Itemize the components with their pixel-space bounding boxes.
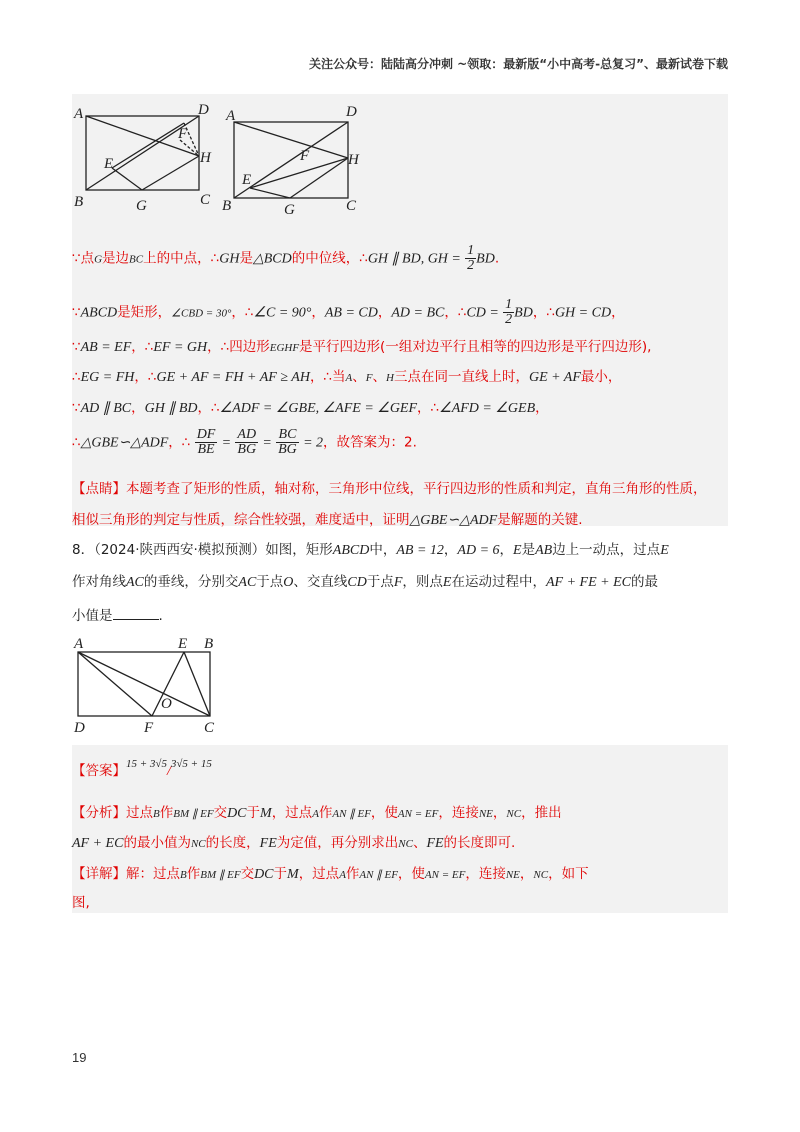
label-C: C (200, 192, 211, 208)
text: ，推出 (521, 805, 562, 821)
math: AF + FE + EC (545, 575, 631, 590)
detail-line-2: 图, (72, 895, 90, 911)
math: NC (190, 838, 206, 850)
solution-line-6 (72, 428, 417, 457)
math: NE (478, 808, 493, 820)
text: 作 (186, 866, 201, 882)
text: 、 (352, 369, 366, 385)
math: NC (506, 808, 522, 820)
text: ，∴ (444, 304, 467, 321)
numerator: AD (237, 427, 257, 442)
math: = (262, 435, 272, 451)
math: AB = CD (324, 305, 378, 321)
label-O: O (161, 696, 172, 712)
solution-line-2 (72, 298, 625, 327)
math: ∠CBD = 30° (171, 307, 232, 320)
numerator: DF (196, 427, 216, 442)
text: ， (131, 400, 145, 416)
figure-rectangle-2 (220, 102, 370, 218)
label-C: C (346, 198, 357, 214)
solution-line-4 (72, 365, 621, 386)
text: 的长度即可. (443, 835, 516, 851)
text: ，∴ (417, 400, 440, 416)
math: ∠C = 90° (253, 305, 312, 321)
text: 是解题的关键. (497, 512, 583, 528)
math: GE + AF = FH + AF ≥ AH (156, 370, 310, 385)
math: BM ∥ EF (173, 808, 214, 820)
answer-blank[interactable] (113, 607, 159, 620)
text: ，连接 (465, 866, 506, 882)
math: F (393, 575, 403, 590)
analysis-line-1 (72, 801, 562, 822)
text: ，故答案为：2. (323, 434, 417, 451)
numerator: BC (276, 428, 299, 443)
text: 是边 (102, 250, 130, 267)
analysis-line-2 (72, 831, 515, 852)
text: ，使 (397, 866, 425, 882)
text: ，∴ (134, 369, 157, 385)
math: = 2 (303, 435, 324, 451)
text: ， (535, 400, 549, 416)
text: 的长度， (205, 835, 260, 851)
text: ，∴ (197, 400, 220, 416)
math: AB (535, 543, 553, 558)
math: 15 + 3√5 (126, 758, 167, 770)
fraction (276, 428, 299, 457)
text: 作 (159, 805, 174, 821)
fraction (235, 428, 258, 457)
text: ，∴四边形 (207, 339, 270, 355)
math: H (386, 372, 394, 384)
math: NC (533, 869, 549, 881)
math: AD = BC (391, 305, 445, 321)
text: 中， (369, 542, 397, 558)
label-G: G (136, 198, 147, 214)
text: 的中位线，∴ (291, 250, 368, 267)
text: ，过点 (271, 805, 313, 821)
math: A (312, 808, 319, 820)
label-A: A (74, 106, 84, 122)
answer-line (72, 759, 212, 780)
text: 是 (239, 250, 253, 267)
solution-comment-2 (72, 508, 583, 529)
text: ，则点 (402, 574, 443, 590)
denominator: 2 (505, 312, 513, 327)
math: M (287, 867, 299, 882)
solution-line-5 (72, 396, 549, 417)
answer-block (72, 745, 728, 913)
text: ，连接 (438, 805, 479, 821)
math: / (166, 764, 171, 779)
text: 、交直线 (293, 574, 348, 590)
text: ， (611, 304, 625, 321)
text: 交 (240, 866, 255, 882)
math: = (221, 435, 232, 451)
math: DC (227, 806, 247, 821)
text: ∴ (72, 369, 81, 385)
text: 于 (246, 805, 261, 821)
text: ，∴ (131, 339, 154, 355)
fraction (465, 244, 476, 273)
text: ∴ (72, 434, 81, 451)
text: ，∴当 (309, 369, 346, 385)
math: 3√5 + 15 (170, 758, 212, 770)
math: AN ∥ EF (359, 869, 398, 881)
denominator: BE (197, 442, 215, 457)
text: 于 (273, 866, 288, 882)
math: AB = EF (80, 340, 132, 355)
math: M (260, 806, 272, 821)
text: 于点 (366, 574, 394, 590)
math: O (283, 575, 294, 590)
math: FE (426, 836, 444, 851)
text: 在运动过程中， (451, 574, 546, 590)
math: NC (398, 838, 413, 850)
label-B: B (204, 636, 214, 652)
math: GH ∥ BD (144, 401, 198, 416)
math: ∠ADF = ∠GBE, ∠AFE = ∠GEF (219, 401, 418, 416)
math: AF + EC (72, 836, 124, 851)
label-E: E (242, 172, 252, 188)
figure-rectangle-3 (70, 632, 230, 736)
text: 最小， (580, 369, 622, 385)
math: CD (347, 575, 367, 590)
math: AC (126, 575, 144, 590)
text: ， (499, 542, 514, 558)
numerator: 1 (505, 297, 513, 312)
math: F (365, 372, 373, 384)
text: ， (377, 304, 392, 321)
text: ∵ (72, 304, 81, 321)
text: 是平行四边形(一组对边平行且相等的四边形是平行四边形), (299, 339, 652, 355)
math: B (153, 808, 160, 820)
text: 是 (521, 542, 536, 558)
label-D: D (198, 102, 209, 118)
text: 为定值，再分别求出 (276, 835, 399, 851)
math: G (94, 253, 103, 266)
fraction (195, 428, 218, 457)
text: 相似三角形的判定与性质，综合性较强，难度适中，证明 (72, 512, 410, 528)
denominator: BG (237, 442, 257, 457)
text: ， (443, 542, 458, 558)
text: ， (519, 866, 534, 882)
math: EF = GH (153, 340, 208, 355)
text: 的最小值为 (123, 835, 191, 851)
text: 8．（2024·陕西西安·模拟预测）如图，矩形 (72, 542, 333, 558)
text: 的垂线，分别交 (143, 574, 239, 590)
text: 、 (412, 835, 427, 851)
math: EG = FH (80, 370, 135, 385)
math: BM ∥ EF (200, 869, 241, 881)
text: 三点在同一直线上时， (393, 369, 529, 385)
page-number: 19 (72, 1050, 87, 1065)
math: E (660, 543, 669, 558)
math: DC (254, 867, 274, 882)
math: B (180, 869, 187, 881)
math: △BCD (252, 251, 292, 267)
label-B: B (222, 198, 232, 214)
math: ∠AFD = ∠GEB (439, 401, 536, 416)
text: ，∴ (532, 304, 555, 321)
detail-line-1 (72, 862, 589, 883)
math: AB = 12 (396, 543, 444, 558)
denominator: 2 (467, 258, 475, 273)
text: ，∴ (231, 304, 254, 321)
solution-comment-1: 【点睛】本题考查了矩形的性质，轴对称，三角形中位线，平行四边形的性质和判定，直角三角形的性质， (72, 481, 707, 497)
math: AN = EF (397, 808, 439, 820)
label-E: E (104, 156, 114, 172)
text: 上的中点，∴ (143, 250, 220, 267)
text: 作 (345, 866, 360, 882)
text: 于点 (256, 574, 284, 590)
math: CD = (466, 305, 499, 321)
text: 、 (372, 369, 386, 385)
text: . (494, 250, 500, 267)
text: ，如下 (548, 866, 589, 882)
math: E (513, 543, 522, 558)
math: △GBE∽△ADF (409, 513, 498, 528)
text: 边上一动点，过点 (552, 542, 661, 558)
text: 交 (213, 805, 228, 821)
text: ∵ (72, 339, 81, 355)
label-B: B (74, 194, 84, 210)
math: AD ∥ BC (80, 401, 132, 416)
label-A: A (74, 636, 84, 652)
text: . (158, 608, 163, 624)
text: ，过点 (298, 866, 340, 882)
math: GH (219, 251, 240, 267)
text: 作 (318, 805, 333, 821)
text: 【答案】 (72, 763, 126, 779)
question-line-2 (72, 570, 658, 591)
text: 小值是 (72, 608, 113, 624)
text: ∵点 (72, 250, 95, 267)
figure-rectangle-1 (72, 96, 222, 214)
math: ABCD (332, 543, 370, 558)
math: △GBE∽△ADF (80, 435, 169, 451)
label-E: E (178, 636, 188, 652)
text: ∵ (72, 400, 81, 416)
label-G: G (284, 202, 295, 218)
label-F: F (300, 148, 310, 164)
math: FE (259, 836, 277, 851)
denominator: BG (278, 442, 297, 457)
label-F: F (178, 126, 188, 142)
solution-line-3 (72, 335, 651, 356)
text: 【分析】过点 (72, 805, 153, 821)
text: 是矩形， (117, 304, 172, 321)
math: GH = CD (554, 305, 612, 321)
math: BC (129, 253, 144, 266)
label-D: D (346, 104, 357, 120)
text: ， (492, 805, 507, 821)
page-header: 关注公众号：陆陆高分冲刺 ~领取：最新版“小中高考-总复习”、最新试卷下载 (309, 57, 728, 71)
math: A (345, 372, 353, 384)
text: 的最 (630, 574, 658, 590)
math: A (339, 869, 346, 881)
question-line-3 (72, 604, 163, 624)
text: 【详解】解：过点 (72, 866, 180, 882)
label-F: F (144, 720, 154, 736)
math: E (442, 575, 452, 590)
fraction (503, 298, 514, 327)
label-H: H (348, 152, 359, 168)
math: ABCD (80, 305, 118, 321)
math: AC (238, 575, 257, 590)
label-A: A (226, 108, 236, 124)
math: EGHF (269, 342, 300, 354)
math: GE + AF (528, 370, 581, 385)
math: BD (476, 251, 495, 267)
solution-block (72, 94, 728, 526)
math: NE (505, 869, 520, 881)
math: AD = 6 (457, 543, 500, 558)
label-C: C (204, 720, 215, 736)
math: BD (514, 305, 533, 321)
text: 作对角线 (72, 574, 126, 590)
math: GH ∥ BD, GH = (367, 251, 461, 267)
text: ， (311, 304, 325, 321)
text: ，∴ (168, 434, 191, 451)
label-D: D (74, 720, 85, 736)
math: AN = EF (424, 869, 466, 881)
text: ，使 (370, 805, 398, 821)
label-H: H (200, 150, 211, 166)
numerator: 1 (467, 243, 475, 258)
math: AN ∥ EF (332, 808, 371, 820)
question-line-1 (72, 538, 669, 559)
solution-line-1 (72, 244, 499, 273)
